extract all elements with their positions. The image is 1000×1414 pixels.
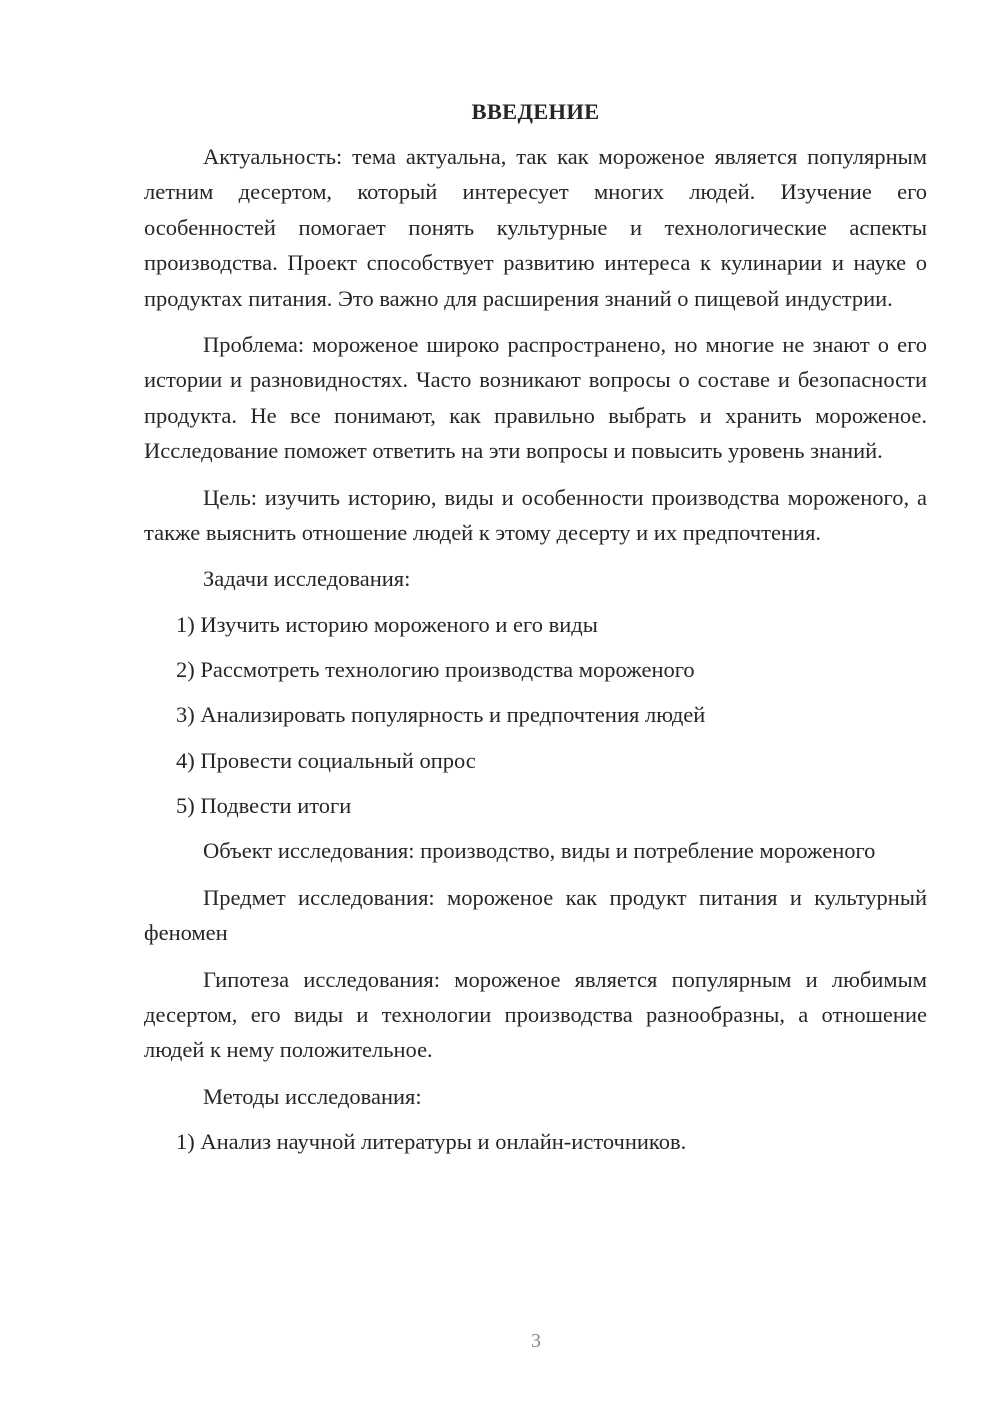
tasks-list: [144, 607, 927, 823]
goal-paragraph: Цель: изучить историю, виды и особенности производства мороженого, а также выяснить отношение людей к этому десерту и их предпочтения.: [144, 484, 927, 546]
subject-paragraph: Предмет исследования: мороженое как продукт питания и культурный феномен: [144, 884, 927, 946]
list-item: 1) Изучить историю мороженого и его виды: [176, 611, 598, 637]
hypothesis-paragraph: Гипотеза исследования: мороженое является популярным и любимым десертом, его виды и технологии производства разнообразны, а отношение людей к нему положительное.: [144, 966, 927, 1063]
methods-list: [144, 1124, 927, 1159]
page-number: 3: [531, 1330, 541, 1352]
list-item: 1) Анализ научной литературы и онлайн-источников.: [176, 1129, 687, 1155]
list-item: 4) Провести социальный опрос: [176, 747, 476, 773]
section-title: ВВЕДЕНИЕ: [471, 99, 600, 124]
page-content: [144, 94, 927, 1170]
list-item: 2) Рассмотреть технологию производства мороженого: [176, 657, 695, 683]
object-paragraph: Объект исследования: производство, виды и потребление мороженого: [203, 838, 876, 864]
list-item: 3) Анализировать популярность и предпочтения людей: [176, 702, 706, 728]
relevance-paragraph: Актуальность: тема актуальна, так как мороженое является популярным летним десертом, который интересует многих людей. Изучение его особенностей помогает понять культурные и технологические аспекты производства. Проект способствует развитию интереса к кулинарии и науке о продуктах питания. Это важно для расширения знаний о пищевой индустрии.: [144, 144, 927, 311]
problem-paragraph: Проблема: мороженое широко распространено, но многие не знают о его истории и разновидностях. Часто возникают вопросы о составе и безопасности продукта. Не все понимают, как правильно выбрать и хранить мороженое. Исследование поможет ответить на эти вопросы и повысить уровень знаний.: [144, 332, 927, 464]
tasks-heading: Задачи исследования:: [203, 566, 411, 592]
list-item: 5) Подвести итоги: [176, 793, 352, 819]
methods-heading: Методы исследования:: [203, 1083, 422, 1109]
